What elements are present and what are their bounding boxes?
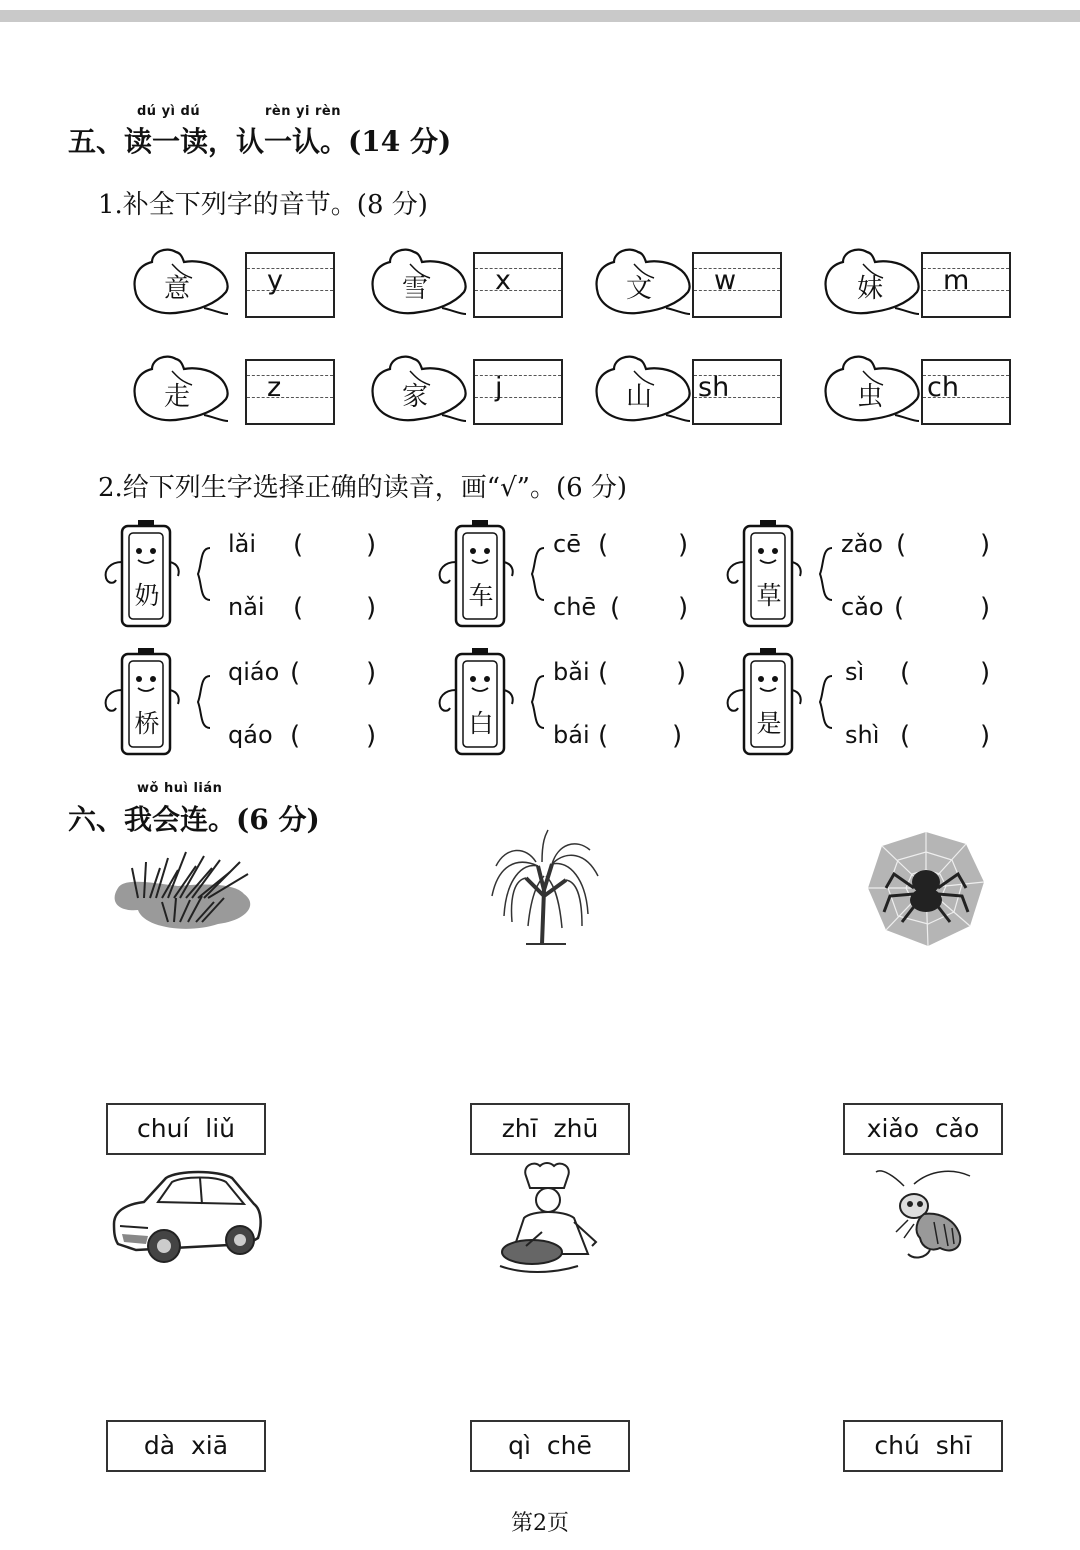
shrimp-icon (874, 1162, 978, 1266)
battery-char: 奶 (134, 581, 160, 610)
answer-paren-open[interactable]: ( (900, 658, 911, 688)
answer-paren-close[interactable]: ) (678, 530, 689, 560)
reading-option: sì (845, 658, 865, 686)
answer-paren-close[interactable]: ) (980, 530, 991, 560)
leaf-char: 家 (401, 382, 428, 412)
top-border (0, 10, 1080, 22)
reading-option: bái (553, 721, 590, 749)
reading-option: cē (553, 530, 581, 558)
battery-char: 桥 (134, 709, 160, 738)
syllable-box[interactable] (473, 359, 563, 425)
syllable-box[interactable] (473, 252, 563, 318)
pinyin-label[interactable]: zhī zhū (470, 1103, 630, 1155)
spider-icon (866, 830, 986, 948)
battery-face-icon (724, 518, 844, 630)
q2-title: 2.给下列生字选择正确的读音，画“√”。(6 分) (98, 473, 628, 503)
answer-paren-close[interactable]: ) (366, 721, 377, 751)
pinyin-label[interactable]: xiǎo cǎo (843, 1103, 1003, 1155)
pinyin-label[interactable]: chuí liǔ (106, 1103, 266, 1155)
syllable-box[interactable] (692, 252, 782, 318)
reading-option: chē (553, 593, 597, 621)
leaf-char: 妹 (856, 274, 883, 304)
answer-paren-close[interactable]: ) (366, 658, 377, 688)
pinyin-label[interactable]: qì chē (470, 1420, 630, 1472)
answer-paren-open[interactable]: ( (900, 721, 911, 751)
reading-option: bǎi (553, 658, 590, 686)
answer-paren-close[interactable]: ) (980, 658, 991, 688)
answer-paren-close[interactable]: ) (672, 721, 683, 751)
answer-paren-open[interactable]: ( (598, 530, 609, 560)
reading-option: shì (845, 721, 880, 749)
answer-paren-open[interactable]: ( (598, 721, 609, 751)
reading-option: nǎi (228, 593, 265, 621)
battery-char: 白 (468, 709, 494, 738)
answer-paren-close[interactable]: ) (678, 593, 689, 623)
grass-icon (108, 838, 258, 938)
chef-icon (492, 1162, 610, 1280)
pinyin-label[interactable]: dà xiā (106, 1420, 266, 1472)
page-number: 第2页 (511, 1511, 569, 1536)
syllable-initial: m (943, 265, 970, 296)
syllable-initial: sh (698, 372, 730, 403)
answer-paren-open[interactable]: ( (290, 658, 301, 688)
leaf-char: 虫 (856, 382, 883, 412)
reading-option: qáo (228, 721, 273, 749)
battery-face-icon (436, 646, 556, 758)
leaf-char: 文 (625, 274, 652, 304)
answer-paren-close[interactable]: ) (676, 658, 687, 688)
pinyin-label[interactable]: chú shī (843, 1420, 1003, 1472)
answer-paren-open[interactable]: ( (293, 530, 304, 560)
heading-ruby-3: wǒ huì lián (137, 781, 223, 796)
reading-option: zǎo (841, 530, 883, 558)
syllable-initial: j (495, 372, 503, 403)
answer-paren-open[interactable]: ( (896, 530, 907, 560)
syllable-box[interactable] (692, 359, 782, 425)
battery-face-icon (724, 646, 844, 758)
answer-paren-open[interactable]: ( (610, 593, 621, 623)
reading-option: cǎo (841, 593, 884, 621)
answer-paren-open[interactable]: ( (290, 721, 301, 751)
battery-face-icon (102, 518, 222, 630)
battery-face-icon (436, 518, 556, 630)
answer-paren-close[interactable]: ) (980, 593, 991, 623)
leaf-char: 雪 (401, 274, 428, 304)
syllable-initial: x (495, 265, 511, 296)
battery-char: 是 (756, 709, 782, 738)
syllable-initial: y (267, 265, 283, 296)
answer-paren-close[interactable]: ) (366, 593, 377, 623)
answer-paren-close[interactable]: ) (980, 721, 991, 751)
answer-paren-open[interactable]: ( (293, 593, 304, 623)
syllable-initial: ch (927, 372, 959, 403)
reading-option: lǎi (228, 530, 257, 558)
willow-tree-icon (486, 826, 606, 946)
answer-paren-close[interactable]: ) (366, 530, 377, 560)
syllable-box[interactable] (921, 252, 1011, 318)
section5-title: 五、读一读，认一认。(14 分) (68, 125, 452, 158)
syllable-initial: z (267, 372, 282, 403)
heading-ruby-1: dú yì dú (137, 104, 201, 119)
leaf-char: 山 (625, 382, 652, 412)
reading-option: qiáo (228, 658, 280, 686)
syllable-box[interactable] (245, 252, 335, 318)
section6-title: 六、我会连。(6 分) (68, 803, 320, 836)
q1-title: 1.补全下列字的音节。(8 分) (98, 190, 428, 220)
syllable-initial: w (714, 265, 737, 296)
syllable-box[interactable] (245, 359, 335, 425)
battery-char: 车 (468, 581, 494, 610)
answer-paren-open[interactable]: ( (598, 658, 609, 688)
battery-char: 草 (756, 581, 782, 610)
answer-paren-open[interactable]: ( (894, 593, 905, 623)
heading-ruby-2: rèn yi rèn (265, 104, 341, 119)
battery-face-icon (102, 646, 222, 758)
syllable-box[interactable] (921, 359, 1011, 425)
car-icon (108, 1164, 264, 1270)
leaf-char: 走 (163, 382, 190, 412)
leaf-char: 意 (163, 274, 190, 304)
